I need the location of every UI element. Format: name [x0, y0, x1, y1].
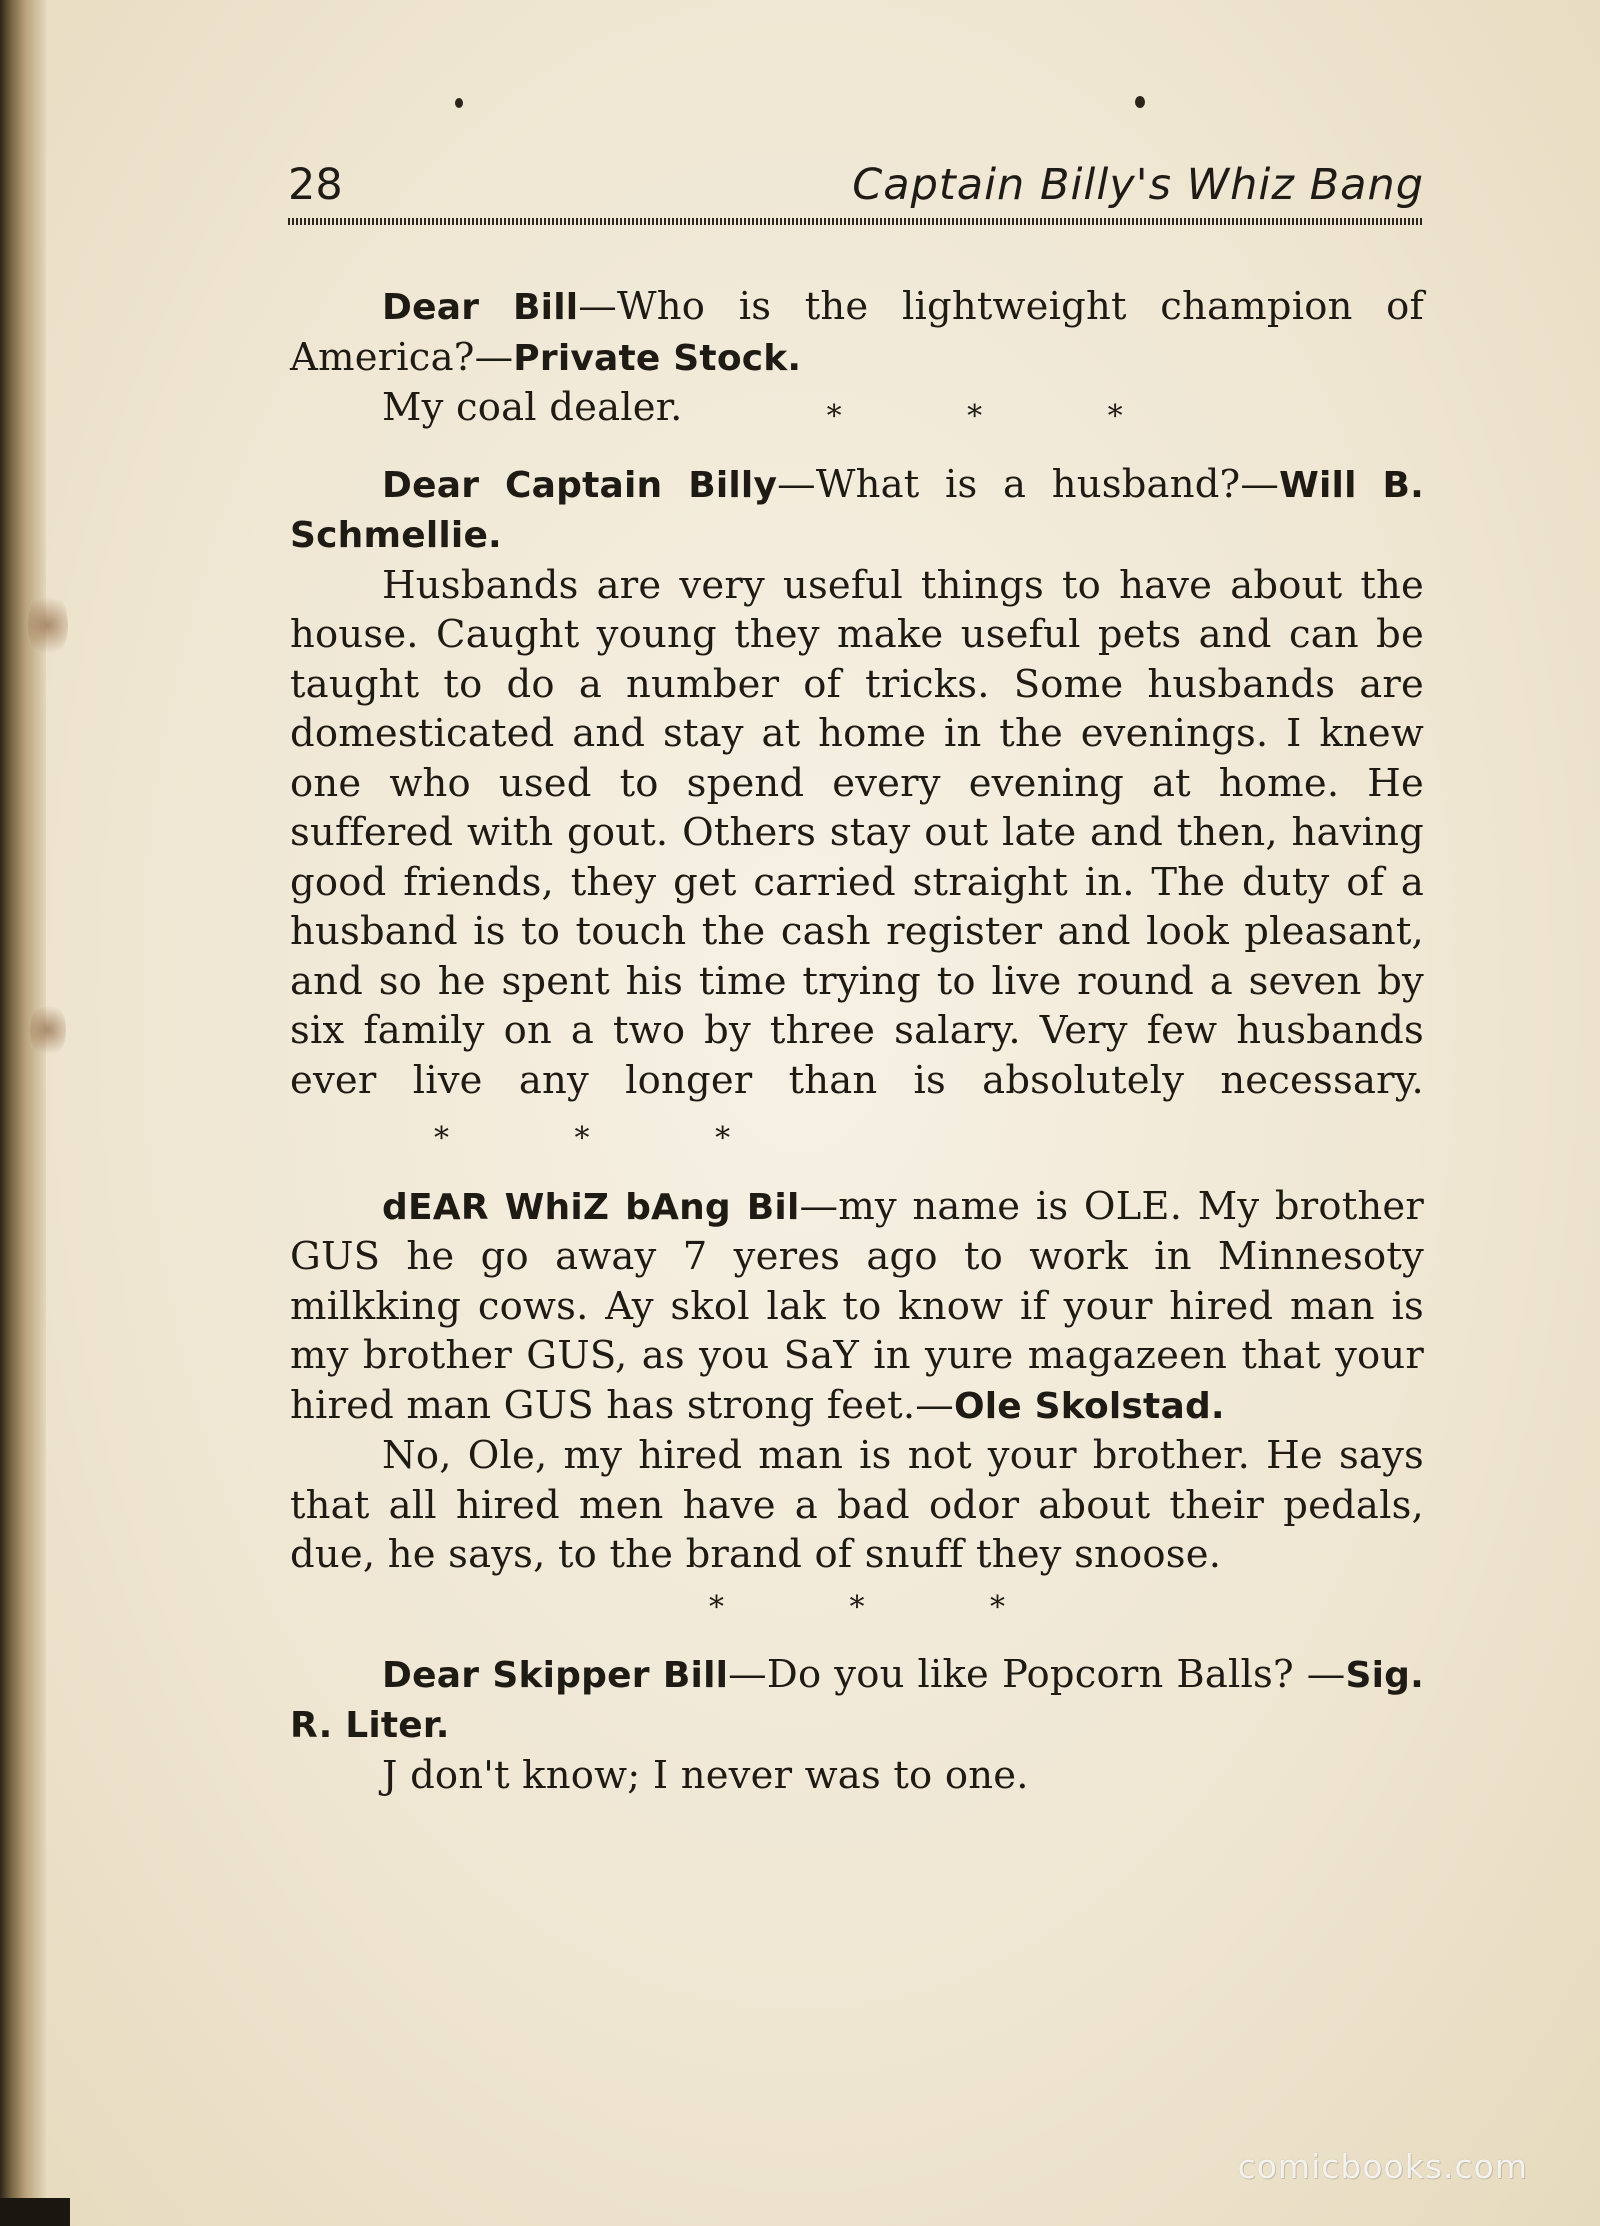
letters-column: [290, 282, 1424, 1800]
letter-question-text: —Do you like Popcorn Balls? —: [728, 1651, 1346, 1697]
page-spine-edge: [0, 0, 46, 2226]
section-separator: * * *: [434, 1121, 789, 1156]
stain-mark: [28, 590, 68, 660]
letter-salutation: Dear Skipper Bill: [382, 1654, 729, 1696]
letter-answer-text: Husbands are very useful things to have about the house. Caught young they make useful pets and can be taught to do a number of tricks. Some husbands are domesticated and stay at home in the evenings. I knew one who used to spend every evening at home. He suffered with gout. Others stay out late and then, having good friends, they get carried straight in. The duty of a husband is to touch the cash register and look pleasant, and so he spent his time trying to live round a seven by six family on a two by three salary. Very few husbands ever live any longer than is absolutely necessary.: [290, 562, 1424, 1103]
letter-answer-text: No, Ole, my hired man is not your brother. He says that all hired men have a bad odor about their pedals, due, he says, to the brand of snuff they snoose.: [290, 1433, 1424, 1577]
letter-signature: Private Stock.: [513, 337, 802, 379]
letter-salutation: Dear Captain Billy: [382, 464, 778, 506]
letter-answer: [290, 1431, 1424, 1580]
section-separator: * * *: [708, 1589, 1064, 1625]
stain-mark: [30, 1000, 66, 1060]
letter-signature: Ole Skolstad.: [953, 1385, 1225, 1427]
letter-question: [290, 1182, 1424, 1432]
letter-question: [290, 460, 1424, 561]
journal-title: Captain Billy's Whiz Bang: [852, 160, 1424, 210]
letter-question: [290, 282, 1424, 383]
ink-speck: [455, 98, 463, 108]
letter-question-text: —Who is the lightweight champion of America?—: [290, 284, 1424, 380]
letter-signature: Sig. R. Liter.: [290, 1654, 1424, 1746]
letter-answer: [290, 383, 1424, 442]
header-rule: [288, 218, 1424, 225]
letter-question: [290, 1650, 1424, 1751]
section-separator: * * *: [826, 399, 1181, 434]
letter-answer: [290, 1751, 1424, 1801]
page-number: 28: [288, 160, 343, 210]
running-head: [288, 160, 1424, 220]
watermark: comicbooks.com: [1237, 2147, 1528, 2186]
letter-answer-text: J don't know; I never was to one.: [382, 1752, 1029, 1798]
letter-signature: Will B. Schmellie.: [290, 464, 1424, 556]
letter-question-text: —my name is OLE. My brother GUS he go away 7 yeres ago to work in Minnesoty milkking cows. Ay skol lak to know if your hired man is my brother GUS, as you SaY in yure magazeen that your hired man GUS has strong feet.—: [290, 1183, 1424, 1428]
ink-speck: [1135, 96, 1145, 108]
letter-salutation: Dear Bill: [382, 287, 579, 328]
letter-question-text: —What is a husband?—: [777, 461, 1280, 507]
letter-answer: [290, 561, 1424, 1164]
letter-salutation: dEAR WhiZ bAng Bil: [382, 1186, 800, 1228]
letter-answer-text: My coal dealer.: [382, 385, 683, 430]
scan-edge: [0, 2198, 70, 2226]
